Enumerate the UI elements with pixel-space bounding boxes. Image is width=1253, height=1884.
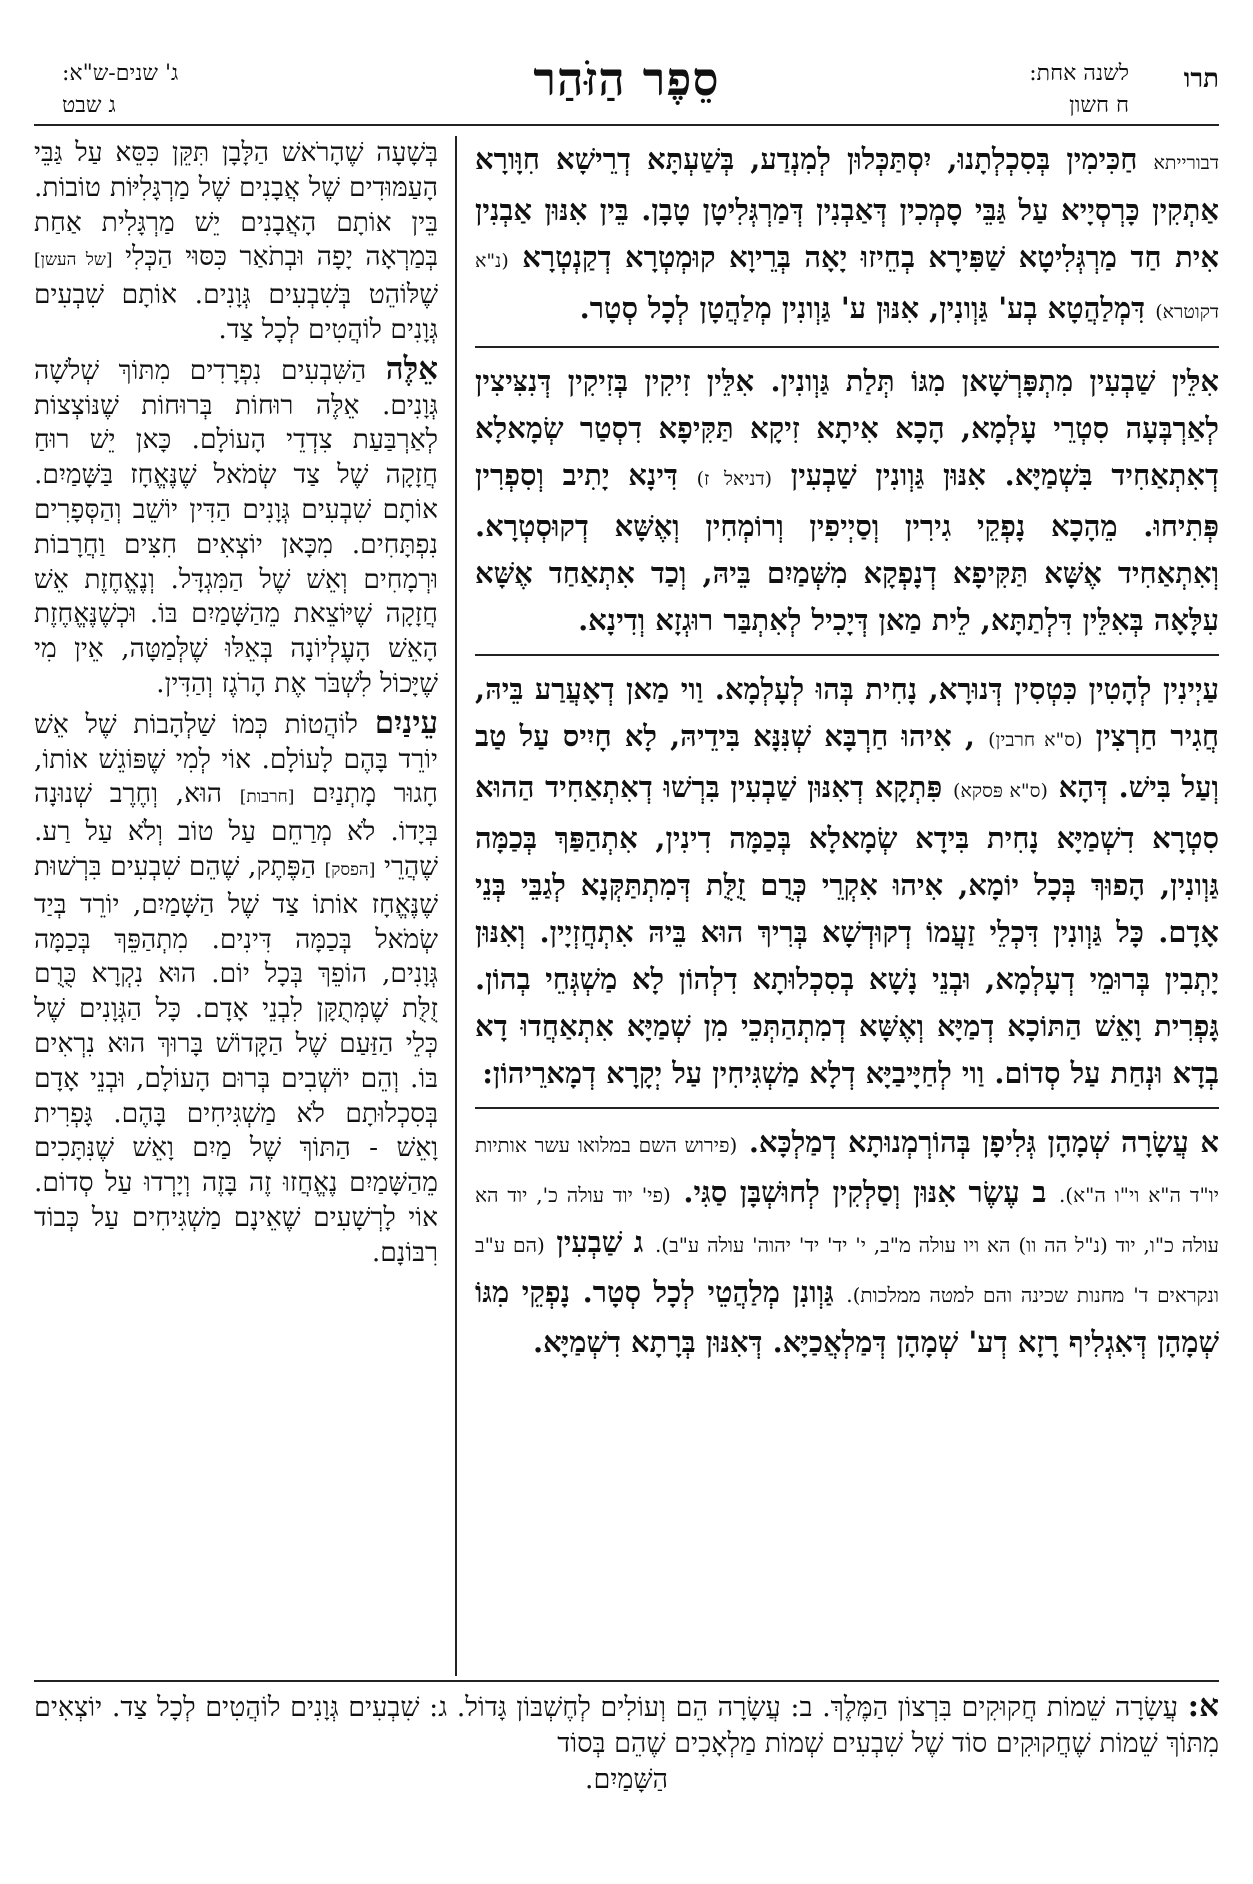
explanatory-note: (פי' יוד עולה כ', יוד הא עולה כ"ו, יוד (נ"ל הה וו) הא ויו עולה מ"ב, י' יד' יד' יהוה' עולה ע"ב). xyxy=(475,1183,1219,1257)
page-header xyxy=(34,50,1219,122)
variant-note: (ס"א פּסקא) xyxy=(953,780,1048,802)
main-paragraph-2 xyxy=(475,358,1219,644)
footnotes xyxy=(34,1688,1219,1838)
translation-paragraph-2 xyxy=(34,352,438,702)
bracket-note: [הפסק] xyxy=(324,859,376,880)
header-divider xyxy=(34,124,1219,126)
section-divider xyxy=(475,346,1219,348)
main-text: ב עֶשֶׂר אִנּוּן וְסַלְקִין לְחוּשְׁבָּן סַגִּי. xyxy=(683,1175,1047,1209)
variant-note: (ס"א חרבין) xyxy=(988,729,1083,751)
main-paragraph-4 xyxy=(475,1119,1219,1366)
translation-paragraph-1 xyxy=(34,136,438,348)
footer-divider xyxy=(34,1680,1219,1682)
section-divider xyxy=(475,654,1219,656)
schedule-one-year-date: ח חשון xyxy=(1069,93,1129,118)
section-divider xyxy=(475,1107,1219,1109)
footnote-text: עֲשָׂרָה שֵׁמוֹת חֲקוּקִים בִּרְצוֹן הַמֶּלֶךְ. ב: עֲשָׂרָה הֵם וְעוֹלִים לְחֶשְׁבּוֹן גָּדוֹל. ג: שִׁבְעִים גְּוָנִים לוֹהֲטִים לְכָל צַד. יוֹצְאִים מִתּוֹךְ שֵׁמוֹת שֶׁחֲקוּקִים סוֹד שֶׁל שִׁבְעִים שְׁמוֹת מַלְאָכִים שֶׁהֵם בְּסוֹד xyxy=(34,1692,1219,1759)
translation-text: הַפֶּתֶק, שֶׁהֵם שִׁבְעִים בִּרְשׁוּת שֶׁנֶּאֱחָז אוֹתוֹ צַד שֶׁל הַשָּׁמַיִם, יוֹרֵד בְּיַד שְׂמֹאל בְּכַמָּה דִּינִים. מִתְהַפֵּךְ בְּכַמָּה גְּוָנִים, הוֹפֵךְ בְּכָל יוֹם. הוּא נִקְרָא כֻּרֻם זֻלֻּת שֶׁמְּתֻקָּן לִבְנֵי אָדָם. כָּל הַגְּוָנִים שֶׁל כְּלֵי הַזַּעַם שֶׁל הַקָּדוֹשׁ בָּרוּךְ הוּא נִרְאִים בּוֹ. וְהֵם יוֹשְׁבִים בְּרוּם הָעוֹלָם, וּבְנֵי אָדָם בְּסִכְלוּתָם לֹא מַשְׁגִּיחִים בָּהֶם. גָּפְרִית וָאֵשׁ - הַתּוֹךְ שֶׁל מַיִם וָאֵשׁ שֶׁנִּתָּכִים מֵהַשָּׁמַיִם נֶאֱחֲזוּ זֶה בָּזֶה וְיָרְדוּ עַל סְדוֹם. אוֹי לָרְשָׁעִים שֶׁאֵינָם מַשְׁגִּיחִים עַל כְּבוֹד רִבּוֹנָם. xyxy=(34,850,438,1268)
column-divider xyxy=(455,136,457,1676)
main-text: עַיְינִין לְהָטִין כִּטְסִין דְּנוּרָא, נָחִית בְּהוּ לְעָלְמָא. וַוי מַאן דְאָעֲרַע בֵּיהּ, חֲגִיר חַרְצִין xyxy=(475,672,1219,753)
main-paragraph-3 xyxy=(475,666,1219,1097)
main-text-column xyxy=(475,136,1219,1676)
lead-word: אֵלֶּה xyxy=(385,350,438,387)
main-text: ג שַׁבְעִין xyxy=(556,1225,644,1259)
main-text: דִּמְלַהֲטָא בְע' גַּוְונִין, אִנּוּן ע' גַּוְונִין מְלַהֲטָן לְכָל סְטָר. xyxy=(579,291,1146,325)
translation-column xyxy=(34,136,438,1676)
explanatory-note: (הם ע"ב ונקראים ד' מחנות שכינה והם למטה ממלכות). xyxy=(475,1233,1219,1307)
bracket-note: [של העשן] xyxy=(34,250,113,271)
source-note: דבורייתא xyxy=(1153,152,1219,174)
schedule-three-years: ג' שנים-ש"א: xyxy=(62,61,179,86)
main-paragraph-1 xyxy=(475,136,1219,336)
main-text: חַכִּימִין בְּסִכְלְתָנוּ, יִסְתַּכְּלוּן לְמִנְדַע, בְּשַׁעְתָּא דְרֵישָׁא חִוָּורָא אַתְקִין כָּרְסְיָיא עַל גַּבֵּי סָמְכִין דְּאַבְנִין דְּמַרְגְּלִיטָן טָבָן. בֵּין אִנּוּן אַבְנִין אִית חַד מַרְגְּלִיטָא שַׁפִּירָא בְחֵיזוּ יָאָה בְּרֵיוָא קוּמְטְרָא דְקַנְטְרָא xyxy=(475,142,1219,274)
main-text: פִּתְקָא דְאִנּוּן שַׁבְעִין בִּרְשׁוּ דְאִתְאַחִיד הַהוּא סִטְרָא דִשְׁמַיָּא נָחִית בִּידָא שְׂמָאלָא בְּכַמָּה דִינִין, אִתְהַפַּךְ בְּכַמָּה גַּוְונִין, הָפוּךְ בְּכָל יוֹמָא, אִיהוּ אִקְרֵי כְּרֻם זֻלֻּת דְּמִתְתַּקְּנָא לְגַבֵּי בְּנֵי אָדָם. כָּל גַּוְונִין דִּכְלֵי זַעֲמוֹ דְקוּדְשָׁא בְּרִיךְ הוּא בֵּיהּ אִתְחֲזְיָין. וְאִנּוּן יָתְבִין בְּרוּמֵי דְעָלְמָא, וּבְנֵי נָשָׁא בְסִכְלוּתָא דִלְהוֹן לָא מַשְׁגְּחֵי בְהוֹן. גָּפְרִית וָאֵשׁ הַתּוֹכָא דְמַיָּא וְאֶשָּׁא דְמִתְהַתְּכֵי מִן שְׁמַיָּא אִתְאַחֲדוּ דָא בְדָא וּנְחַת עַל סְדוֹם. וַוי לְחַיָּיבַיָּא דְלָא מַשְׁגִּיחִין עַל יְקָרָא דְמָארֵיהוֹן: xyxy=(475,770,1219,1090)
page-marker: תרו xyxy=(1183,64,1219,94)
main-text: דִּינָא יָתִיב וְסִפְרִין פְּתִיחוּ. מֵהָכָא נָפְקֵי גִירִין וְסַיְיפִין וְרוֹמְחִין וְאֶשָּׁא דְקוּסְטְרָא. וְאִתְאַחִיד אֶשָּׁא תַּקִּיפָא דְנָפְקָא מִשְּׁמַיִם בֵּיהּ, וְכַד אִתְאַחַד אֶשָּׁא עִלָּאָה בְּאִלֵּין דִּלְתַתָּא, לֵית מַאן דְּיָכִיל לְאִתְבַּר רוּגְזָא וְדִינָא. xyxy=(475,458,1219,637)
variant-note: (נ"א דקוטרא) xyxy=(475,250,1219,323)
translation-text: הַשִּׁבְעִים נִפְרָדִים מִתּוֹךְ שְׁלֹשָׁה גְּוָנִים. אֵלֶּה רוּחוֹת בְּרוּחוֹת שֶׁנּוֹצְצוֹת לְאַרְבַּעַת צִדְדֵי הָעוֹלָם. כָּאן יֵשׁ רוּחַ חֲזָקָה שֶׁל צַד שְׂמֹאל שֶׁנֶּאֱחָז בַּשָּׁמַיִם. אוֹתָם שִׁבְעִים גְּוָנִים הַדִּין יוֹשֵׁב וְהַסְּפָרִים נִפְתָּחִים. מִכָּאן יוֹצְאִים חִצִּים וַחֲרָבוֹת וּרְמָחִים וְאֵשׁ שֶׁל הַמִּגְדָּל. וְנֶאֱחֶזֶת אֵשׁ חֲזָקָה שֶׁיּוֹצֵאת מֵהַשָּׁמַיִם בּוֹ. וּכְשֶׁנֶּאֱחֶזֶת הָאֵשׁ הָעֶלְיוֹנָה בְּאֵלּוּ שֶׁלְּמַטָּה, אֵין מִי שֶׁיָּכוֹל לִשְׁבֹּר אֶת הָרֹגֶז וְהַדִּין. xyxy=(34,354,438,699)
book-title: סֵפֶר הַזֹּהַר xyxy=(533,52,720,106)
main-text: א עֲשָׂרָה שְׁמָהָן גְּלִיפָן בְּהוֹרְמְנוּתָא דְמַלְכָּא. xyxy=(748,1125,1219,1159)
schedule-three-years-date: ג שבט xyxy=(62,93,116,118)
translation-text: שֶׁלּוֹהֵט בְּשִׁבְעִים גְּוָנִים. אוֹתָם שִׁבְעִים גְּוָנִים לוֹהֲטִים לְכָל צַד. xyxy=(34,279,438,345)
translation-paragraph-3 xyxy=(34,706,438,1271)
footnote-text-end: הַשָּׁמַיִם. xyxy=(584,1764,669,1795)
main-text: , אִיהוּ חַרְבָּא שְׁנִּנָּא בִּידֵיהּ, לָא חָיִיס עַל טַב וְעַל בִּישׁ. דְּהָא xyxy=(475,719,1219,804)
explanatory-note: (פירוש השם במלואו עשר אותיות יו"ד ה"א וי"ו ה"א). xyxy=(475,1133,1219,1207)
schedule-one-year: לשנה אחת: xyxy=(1029,61,1129,86)
bracket-note: [חרבות] xyxy=(239,787,295,808)
footnote-letter: א: xyxy=(1187,1688,1219,1724)
main-text: גַּוְונִן מְלַהֲטֵי לְכָל סְטָר. נָפְקֵי מִגּוֹ שְׁמָהָן דְּאִגְלִיף רָזָא דְע' שְׁמָהָן דְּמַלְאֲכַיָּא. דְּאִנּוּן בְּרָתָא דִשְׁמַיָּא. xyxy=(475,1275,1219,1359)
translation-text: הוּא, וְחֶרֶב שְׁנוּנָה בְּיָדוֹ. לֹא מְרַחֵם עַל טוֹב וְלֹא עַל רַע. שֶׁהֲרֵי xyxy=(34,778,438,882)
verse-reference: (דניאל ז) xyxy=(696,468,773,490)
translation-text: לוֹהֲטוֹת כְּמוֹ שַׁלְהָבוֹת שֶׁל אֵשׁ יוֹרֵד בָּהֶם לָעוֹלָם. אוֹי לְמִי שֶׁפּוֹגֵשׁ אוֹתוֹ, חָגוּר מָתְנַיִם xyxy=(34,708,438,810)
main-text: אִלֵּין שַׁבְעִין מִתְפָּרְשָׁאן מִגּוֹ תְּלַת גַּוְונִין. אִלֵּין זִיקִין בְּזִיקִין דְּנִצִּיצִין לְאַרְבְּעָה סִטְרֵי עָלְמָא, הָכָא אִיתָא זִיקָא תַּקִּיפָא דִסְטַר שְׂמָאלָא דְאִתְאַחִיד בִּשְׁמַיָּא. אִנּוּן גַּוְונִין שַׁבְעִין xyxy=(475,364,1219,492)
translation-text: בְּשָׁעָה שֶׁהָרֹאשׁ הַלָּבָן תִּקֵּן כִּסֵּא עַל גַּבֵּי הָעַמּוּדִים שֶׁל אֲבָנִים שֶׁל מַרְגָּלִיּוֹת טוֹבוֹת. בֵּין אוֹתָם הָאֲבָנִים יֵשׁ מַרְגָּלִית אַחַת בְּמַרְאָה יָפָה וּבְתֹאַר כִּסּוּי הַכְּלִי xyxy=(34,137,438,273)
lead-word: עֵינַיִם xyxy=(374,704,438,741)
